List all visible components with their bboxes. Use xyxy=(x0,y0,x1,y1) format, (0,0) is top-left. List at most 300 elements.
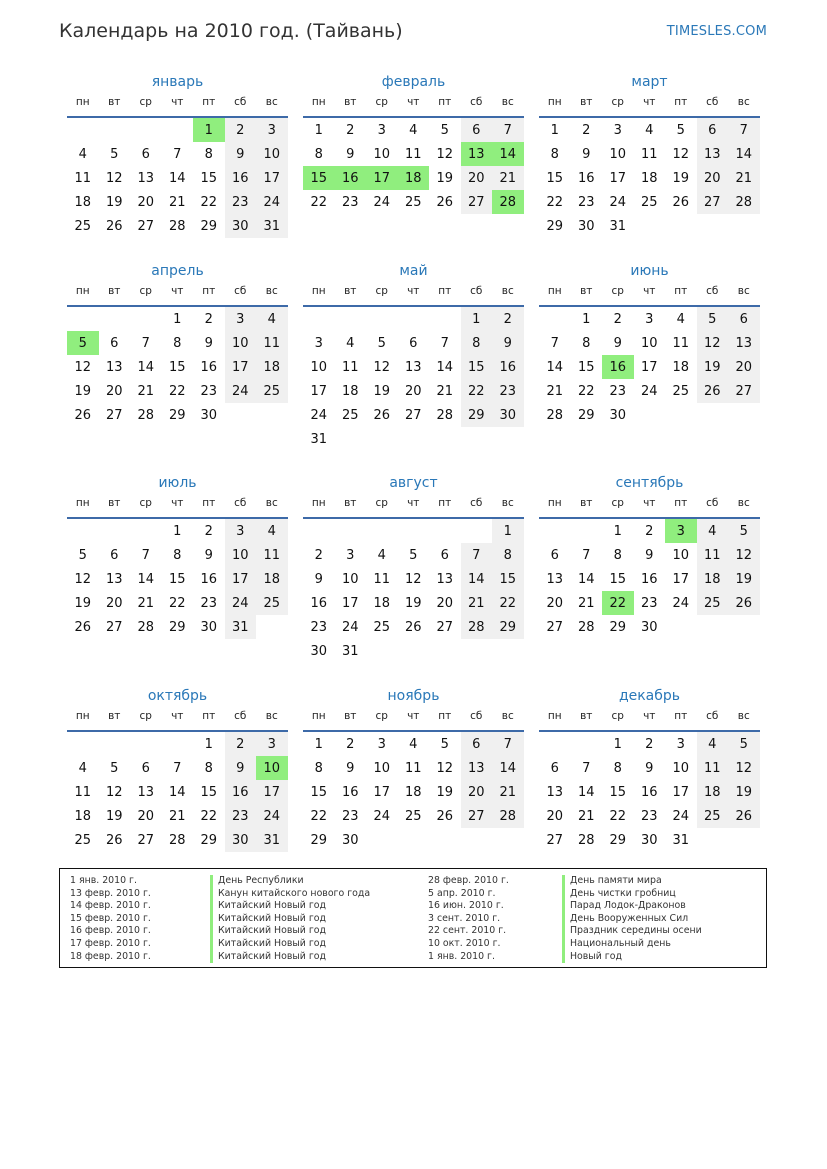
day-cell: 14 xyxy=(168,784,186,800)
day-cell: 19 xyxy=(728,567,760,591)
day-cell: 14 xyxy=(492,142,524,166)
day-cell: 24 xyxy=(640,383,658,399)
day-cell: 29 xyxy=(200,832,218,848)
day-cell: 26 xyxy=(74,619,92,635)
weekday-label: вт xyxy=(580,96,593,108)
weekday-label: ср xyxy=(139,710,152,722)
day-cell: 13 xyxy=(105,571,123,587)
day-cell: 16 xyxy=(200,571,218,587)
day-cell: 20 xyxy=(461,166,493,190)
day-cell: 25 xyxy=(697,804,729,828)
empty-cell xyxy=(571,519,603,543)
day-cell: 8 xyxy=(314,146,323,162)
day-cell: 10 xyxy=(373,146,391,162)
day-cell: 12 xyxy=(105,784,123,800)
day-cell: 19 xyxy=(74,383,92,399)
empty-cell xyxy=(67,307,99,331)
weekday-label: вт xyxy=(108,96,121,108)
legend-holiday-name: День памяти мира xyxy=(562,875,702,888)
month-name: апрель xyxy=(151,263,204,279)
empty-cell xyxy=(697,403,729,427)
day-cell: 23 xyxy=(577,194,595,210)
day-cell: 10 xyxy=(225,543,257,567)
empty-cell xyxy=(665,615,697,639)
weekday-label: чт xyxy=(171,497,184,509)
day-cell: 11 xyxy=(672,335,690,351)
month-name: февраль xyxy=(381,74,446,90)
day-cell: 30 xyxy=(225,828,257,852)
day-cell: 18 xyxy=(640,170,658,186)
day-cell: 3 xyxy=(665,519,697,543)
weekday-label: чт xyxy=(643,497,656,509)
day-cell: 28 xyxy=(577,619,595,635)
day-cell: 24 xyxy=(672,595,690,611)
legend-holiday-name: Китайский Новый год xyxy=(210,900,370,913)
day-cell: 17 xyxy=(225,355,257,379)
weekday-label: пн xyxy=(75,710,90,722)
day-cell: 22 xyxy=(168,595,186,611)
weekday-label: сб xyxy=(706,497,719,509)
day-cell: 25 xyxy=(341,407,359,423)
day-cell: 8 xyxy=(613,547,622,563)
empty-cell xyxy=(398,427,430,451)
legend-holiday-name: Новый год xyxy=(562,951,702,964)
day-cell: 25 xyxy=(256,591,288,615)
weekday-label: чт xyxy=(171,96,184,108)
weekday-label: пт xyxy=(674,710,688,722)
empty-cell xyxy=(634,214,666,238)
empty-cell xyxy=(697,615,729,639)
day-cell: 20 xyxy=(404,383,422,399)
day-cell: 7 xyxy=(728,118,760,142)
empty-cell xyxy=(303,519,335,543)
day-cell: 31 xyxy=(256,214,288,238)
weekday-label: ср xyxy=(139,96,152,108)
weekday-label: ср xyxy=(611,497,624,509)
legend-date: 1 янв. 2010 г. xyxy=(428,950,495,962)
day-cell: 24 xyxy=(225,591,257,615)
day-cell: 15 xyxy=(303,166,335,190)
day-cell: 17 xyxy=(225,567,257,591)
weekday-label: пт xyxy=(202,710,216,722)
day-cell: 28 xyxy=(461,615,493,639)
weekday-label: вс xyxy=(501,497,514,509)
weekday-label: вс xyxy=(265,96,278,108)
legend-holiday-name: День Республики xyxy=(210,875,370,888)
day-cell: 11 xyxy=(640,146,658,162)
legend-holiday-name: Китайский Новый год xyxy=(210,913,370,926)
day-cell: 26 xyxy=(728,804,760,828)
empty-cell xyxy=(461,519,493,543)
empty-cell xyxy=(366,307,398,331)
day-cell: 2 xyxy=(645,736,654,752)
day-cell: 24 xyxy=(256,804,288,828)
day-cell: 1 xyxy=(193,118,225,142)
day-cell: 7 xyxy=(440,335,449,351)
day-cell: 17 xyxy=(672,571,690,587)
day-cell: 5 xyxy=(440,122,449,138)
month-block xyxy=(67,261,288,427)
day-cell: 18 xyxy=(256,567,288,591)
day-cell: 28 xyxy=(137,407,155,423)
day-cell: 10 xyxy=(373,760,391,776)
empty-cell xyxy=(728,403,760,427)
day-cell: 2 xyxy=(613,311,622,327)
weekday-label: ср xyxy=(139,285,152,297)
day-cell: 14 xyxy=(492,756,524,780)
day-cell: 16 xyxy=(200,359,218,375)
day-cell: 20 xyxy=(728,355,760,379)
day-cell: 27 xyxy=(697,190,729,214)
weekday-header xyxy=(67,710,288,727)
day-cell: 31 xyxy=(310,431,328,447)
day-cell: 23 xyxy=(341,808,359,824)
day-cell: 13 xyxy=(436,571,454,587)
day-cell: 9 xyxy=(645,760,654,776)
day-cell: 22 xyxy=(200,808,218,824)
weekday-label: чт xyxy=(407,497,420,509)
month-block xyxy=(67,686,288,852)
day-cell: 17 xyxy=(373,784,391,800)
day-cell: 28 xyxy=(492,190,524,214)
day-cell: 25 xyxy=(256,379,288,403)
month-name: ноябрь xyxy=(387,688,440,704)
day-cell: 5 xyxy=(110,760,119,776)
day-cell: 7 xyxy=(582,547,591,563)
day-cell: 15 xyxy=(577,359,595,375)
day-cell: 21 xyxy=(461,591,493,615)
day-cell: 15 xyxy=(168,359,186,375)
empty-cell xyxy=(461,828,493,852)
day-cell: 29 xyxy=(200,218,218,234)
month-name: март xyxy=(631,74,668,90)
day-cell: 11 xyxy=(697,543,729,567)
day-cell: 28 xyxy=(577,832,595,848)
day-cell: 13 xyxy=(137,170,155,186)
empty-cell xyxy=(492,639,524,663)
day-cell: 1 xyxy=(492,519,524,543)
weekday-label: пн xyxy=(547,497,562,509)
day-cell: 13 xyxy=(461,756,493,780)
day-cell: 10 xyxy=(341,571,359,587)
day-cell: 7 xyxy=(582,760,591,776)
weekday-label: ср xyxy=(375,497,388,509)
empty-cell xyxy=(366,427,398,451)
day-cell: 23 xyxy=(225,804,257,828)
day-cell: 30 xyxy=(200,619,218,635)
day-cell: 12 xyxy=(697,331,729,355)
day-cell: 22 xyxy=(492,591,524,615)
legend-date: 13 февр. 2010 г. xyxy=(70,887,151,899)
weekday-label: сб xyxy=(470,497,483,509)
day-cell: 15 xyxy=(609,571,627,587)
weekday-label: пн xyxy=(311,285,326,297)
legend-holiday-name: Канун китайского нового года xyxy=(210,888,370,901)
weekday-label: ср xyxy=(375,710,388,722)
weekday-label: вт xyxy=(344,710,357,722)
day-cell: 23 xyxy=(609,383,627,399)
empty-cell xyxy=(366,519,398,543)
day-cell: 24 xyxy=(609,194,627,210)
day-cell: 26 xyxy=(672,194,690,210)
day-cell: 30 xyxy=(609,407,627,423)
day-cell: 4 xyxy=(409,122,418,138)
day-cell: 22 xyxy=(310,194,328,210)
empty-cell xyxy=(162,118,194,142)
day-cell: 2 xyxy=(346,736,355,752)
day-cell: 25 xyxy=(697,591,729,615)
day-cell: 23 xyxy=(341,194,359,210)
day-cell: 25 xyxy=(373,619,391,635)
day-cell: 19 xyxy=(105,808,123,824)
weekday-header xyxy=(67,497,288,514)
day-cell: 5 xyxy=(409,547,418,563)
day-cell: 16 xyxy=(225,780,257,804)
day-cell: 12 xyxy=(74,571,92,587)
empty-cell xyxy=(539,732,571,756)
weekday-label: сб xyxy=(234,710,247,722)
day-cell: 26 xyxy=(436,194,454,210)
day-cell: 21 xyxy=(492,166,524,190)
weekday-label: вт xyxy=(108,285,121,297)
day-cell: 8 xyxy=(582,335,591,351)
weekday-label: чт xyxy=(171,710,184,722)
day-cell: 8 xyxy=(204,760,213,776)
day-cell: 9 xyxy=(314,571,323,587)
month-name: январь xyxy=(151,74,204,90)
weekday-label: вт xyxy=(580,710,593,722)
empty-cell xyxy=(461,427,493,451)
day-cell: 3 xyxy=(377,736,386,752)
day-cell: 7 xyxy=(550,335,559,351)
empty-cell xyxy=(162,732,194,756)
day-cell: 6 xyxy=(461,118,493,142)
empty-cell xyxy=(697,828,729,852)
weekday-label: сб xyxy=(470,96,483,108)
day-grid xyxy=(539,307,760,427)
day-cell: 4 xyxy=(645,122,654,138)
weekday-label: вт xyxy=(108,497,121,509)
day-cell: 22 xyxy=(200,194,218,210)
weekday-header xyxy=(67,285,288,302)
weekday-label: пн xyxy=(75,96,90,108)
day-cell: 19 xyxy=(404,595,422,611)
day-cell: 4 xyxy=(409,736,418,752)
month-block xyxy=(539,686,760,852)
day-cell: 23 xyxy=(640,808,658,824)
day-cell: 26 xyxy=(105,218,123,234)
month-block xyxy=(67,473,288,639)
day-cell: 20 xyxy=(697,166,729,190)
day-cell: 15 xyxy=(461,355,493,379)
day-cell: 7 xyxy=(173,760,182,776)
day-grid xyxy=(539,519,760,639)
day-cell: 24 xyxy=(256,190,288,214)
day-cell: 18 xyxy=(697,567,729,591)
day-cell: 9 xyxy=(645,547,654,563)
weekday-label: ср xyxy=(375,96,388,108)
legend-holiday-name: Праздник середины осени xyxy=(562,925,702,938)
weekday-label: сб xyxy=(706,710,719,722)
day-cell: 4 xyxy=(256,519,288,543)
day-cell: 15 xyxy=(200,170,218,186)
month-block xyxy=(303,72,524,214)
day-cell: 28 xyxy=(492,804,524,828)
day-cell: 23 xyxy=(492,379,524,403)
day-cell: 27 xyxy=(105,407,123,423)
day-cell: 11 xyxy=(373,571,391,587)
day-cell: 6 xyxy=(697,118,729,142)
day-cell: 3 xyxy=(314,335,323,351)
day-cell: 4 xyxy=(697,519,729,543)
empty-cell xyxy=(67,519,99,543)
legend-date: 22 сент. 2010 г. xyxy=(428,925,507,937)
day-cell: 27 xyxy=(436,619,454,635)
day-cell: 4 xyxy=(676,311,685,327)
month-block xyxy=(67,72,288,238)
weekday-label: пн xyxy=(75,285,90,297)
weekday-label: пт xyxy=(202,497,216,509)
day-cell: 9 xyxy=(492,331,524,355)
day-grid xyxy=(539,118,760,238)
empty-cell xyxy=(130,732,162,756)
weekday-header xyxy=(303,285,524,302)
day-cell: 2 xyxy=(582,122,591,138)
day-cell: 6 xyxy=(141,760,150,776)
day-cell: 6 xyxy=(440,547,449,563)
day-cell: 5 xyxy=(67,331,99,355)
empty-cell xyxy=(492,427,524,451)
day-cell: 17 xyxy=(256,780,288,804)
day-cell: 8 xyxy=(204,146,213,162)
day-cell: 7 xyxy=(141,335,150,351)
day-cell: 24 xyxy=(225,379,257,403)
weekday-label: ср xyxy=(139,497,152,509)
empty-cell xyxy=(99,732,131,756)
day-cell: 20 xyxy=(137,808,155,824)
legend-date: 14 февр. 2010 г. xyxy=(70,900,151,912)
weekday-label: вс xyxy=(737,96,750,108)
day-cell: 31 xyxy=(672,832,690,848)
site-link[interactable]: TIMESLES.COM xyxy=(666,24,767,39)
weekday-label: пт xyxy=(438,710,452,722)
day-cell: 22 xyxy=(168,383,186,399)
day-cell: 28 xyxy=(168,218,186,234)
day-cell: 29 xyxy=(168,619,186,635)
day-cell: 24 xyxy=(672,808,690,824)
legend-date: 10 окт. 2010 г. xyxy=(428,937,501,949)
day-cell: 6 xyxy=(141,146,150,162)
day-cell: 28 xyxy=(728,190,760,214)
legend-date: 18 февр. 2010 г. xyxy=(70,950,151,962)
empty-cell xyxy=(130,307,162,331)
day-cell: 16 xyxy=(341,784,359,800)
legend-holiday-name: Китайский Новый год xyxy=(210,925,370,938)
weekday-label: сб xyxy=(470,285,483,297)
day-cell: 12 xyxy=(105,170,123,186)
legend-right-names xyxy=(562,875,702,963)
day-cell: 18 xyxy=(398,166,430,190)
legend-date: 3 сент. 2010 г. xyxy=(428,912,501,924)
day-cell: 9 xyxy=(613,335,622,351)
day-cell: 30 xyxy=(577,218,595,234)
day-cell: 25 xyxy=(74,832,92,848)
day-cell: 27 xyxy=(404,407,422,423)
weekday-label: чт xyxy=(643,285,656,297)
day-cell: 19 xyxy=(373,383,391,399)
day-cell: 7 xyxy=(461,543,493,567)
day-cell: 14 xyxy=(137,359,155,375)
weekday-label: чт xyxy=(407,285,420,297)
day-cell: 15 xyxy=(200,784,218,800)
day-cell: 17 xyxy=(341,595,359,611)
day-cell: 10 xyxy=(256,142,288,166)
day-cell: 13 xyxy=(728,331,760,355)
day-cell: 5 xyxy=(110,146,119,162)
day-cell: 30 xyxy=(640,832,658,848)
day-cell: 3 xyxy=(225,519,257,543)
day-cell: 12 xyxy=(436,760,454,776)
month-name: сентябрь xyxy=(615,475,684,491)
day-cell: 7 xyxy=(141,547,150,563)
day-grid xyxy=(67,118,288,238)
day-cell: 6 xyxy=(550,760,559,776)
weekday-label: вс xyxy=(265,710,278,722)
day-cell: 27 xyxy=(137,832,155,848)
day-cell: 30 xyxy=(310,643,328,659)
day-cell: 5 xyxy=(440,736,449,752)
weekday-header xyxy=(67,96,288,113)
day-cell: 1 xyxy=(550,122,559,138)
day-cell: 9 xyxy=(204,335,213,351)
day-cell: 18 xyxy=(697,780,729,804)
day-cell: 18 xyxy=(74,194,92,210)
day-cell: 14 xyxy=(137,571,155,587)
day-cell: 21 xyxy=(436,383,454,399)
day-cell: 6 xyxy=(550,547,559,563)
day-cell: 12 xyxy=(436,146,454,162)
day-cell: 7 xyxy=(173,146,182,162)
day-cell: 15 xyxy=(168,571,186,587)
month-block xyxy=(303,473,524,663)
day-grid xyxy=(303,732,524,852)
weekday-label: сб xyxy=(706,285,719,297)
day-cell: 27 xyxy=(546,619,564,635)
day-cell: 26 xyxy=(105,832,123,848)
weekday-label: вт xyxy=(344,96,357,108)
empty-cell xyxy=(335,427,367,451)
day-cell: 14 xyxy=(577,571,595,587)
day-cell: 5 xyxy=(728,519,760,543)
day-cell: 15 xyxy=(546,170,564,186)
day-cell: 4 xyxy=(377,547,386,563)
month-block xyxy=(303,261,524,451)
day-cell: 23 xyxy=(200,595,218,611)
legend-holiday-name: Парад Лодок-Драконов xyxy=(562,900,702,913)
day-cell: 26 xyxy=(74,407,92,423)
day-cell: 9 xyxy=(582,146,591,162)
weekday-label: ср xyxy=(611,710,624,722)
day-cell: 7 xyxy=(492,118,524,142)
day-cell: 27 xyxy=(728,379,760,403)
day-cell: 12 xyxy=(672,146,690,162)
day-grid xyxy=(67,307,288,427)
day-cell: 28 xyxy=(137,619,155,635)
day-cell: 2 xyxy=(225,732,257,756)
day-cell: 11 xyxy=(256,543,288,567)
day-cell: 12 xyxy=(728,543,760,567)
weekday-label: вс xyxy=(737,497,750,509)
